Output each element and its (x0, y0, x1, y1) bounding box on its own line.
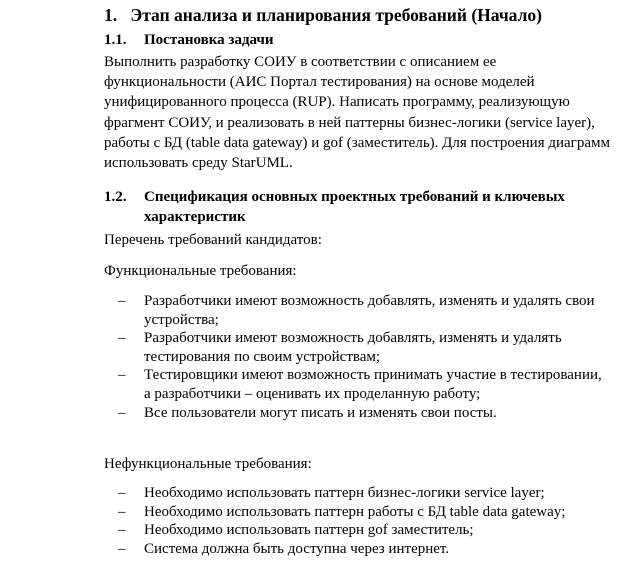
task-line: Выполнить разработку СОИУ в соответствии с описанием ее (104, 54, 497, 70)
list-item-text: Разработчики имеют возможность добавлять, изменять и удалять свои устройства; (144, 293, 595, 328)
list-item (118, 366, 608, 403)
functional-requirements-list (118, 292, 608, 422)
subsection-title-2: Спецификация основных проектных требований и ключевых характеристик (144, 189, 565, 225)
candidates-intro-text: Перечень требований кандидатов: (104, 232, 322, 248)
task-line: унифицированного процесса (RUP). Написать программу, реализующую (104, 94, 570, 111)
nonfunctional-requirements-list (118, 484, 608, 558)
task-line: работы с БД (table data gateway) и gof (заместитель). Для построения диаграмм (104, 134, 610, 151)
nonfunctional-label-text: Нефункциональные требования: (104, 456, 312, 472)
subsection-heading-1 (104, 30, 614, 50)
task-description (104, 52, 614, 173)
functional-label-text: Функциональные требования: (104, 263, 297, 279)
list-item (118, 540, 608, 559)
task-line: функциональности (АИС Портал тестирования) на основе моделей (104, 74, 535, 91)
section-number: 1. (104, 5, 118, 25)
candidates-intro (104, 230, 614, 250)
bullet-dash: – (118, 485, 126, 501)
list-item (118, 329, 608, 366)
subsection-number-2: 1.2. (104, 189, 127, 205)
bullet-dash: – (118, 330, 126, 347)
list-item-text: Необходимо использовать паттерн бизнес-логики service layer; (144, 485, 545, 501)
list-item-text: Тестировщики имеют возможность принимать участие в тестировании, а разработчики – оценивать их проделанную работу; (144, 367, 602, 402)
subsection-heading-2 (104, 187, 614, 227)
list-item (118, 521, 608, 540)
bullet-dash: – (118, 522, 126, 539)
bullet-dash: – (118, 404, 126, 421)
bullet-dash: – (118, 540, 126, 557)
section-title: Этап анализа и планирования требований (Начало) (130, 5, 542, 25)
nonfunctional-label (104, 454, 614, 474)
list-item (118, 484, 608, 503)
list-item-text: Необходимо использовать паттерн gof заместитель; (144, 522, 474, 539)
list-item-text: Разработчики имеют возможность добавлять, изменять и удалять тестирования по своим устройствам; (144, 330, 562, 365)
task-line: использовать среду StarUML. (104, 155, 293, 172)
section-heading (104, 5, 542, 25)
bullet-dash: – (118, 293, 126, 309)
task-line: фрагмент СОИУ, и реализовать в ней паттерны бизнес-логики (service layer), (104, 114, 595, 131)
list-item-text: Необходимо использовать паттерн работы с БД table data gateway; (144, 503, 566, 520)
list-item (118, 404, 608, 423)
list-item (118, 292, 608, 329)
subsection-number-1: 1.1. (104, 32, 127, 48)
list-item-text: Система должна быть доступна через интернет. (144, 540, 450, 557)
list-item (118, 503, 608, 522)
bullet-dash: – (118, 503, 126, 520)
bullet-dash: – (118, 367, 126, 384)
functional-label (104, 261, 614, 281)
subsection-title-1: Постановка задачи (144, 32, 274, 48)
list-item-text: Все пользователи могут писать и изменять свои посты. (144, 404, 497, 421)
